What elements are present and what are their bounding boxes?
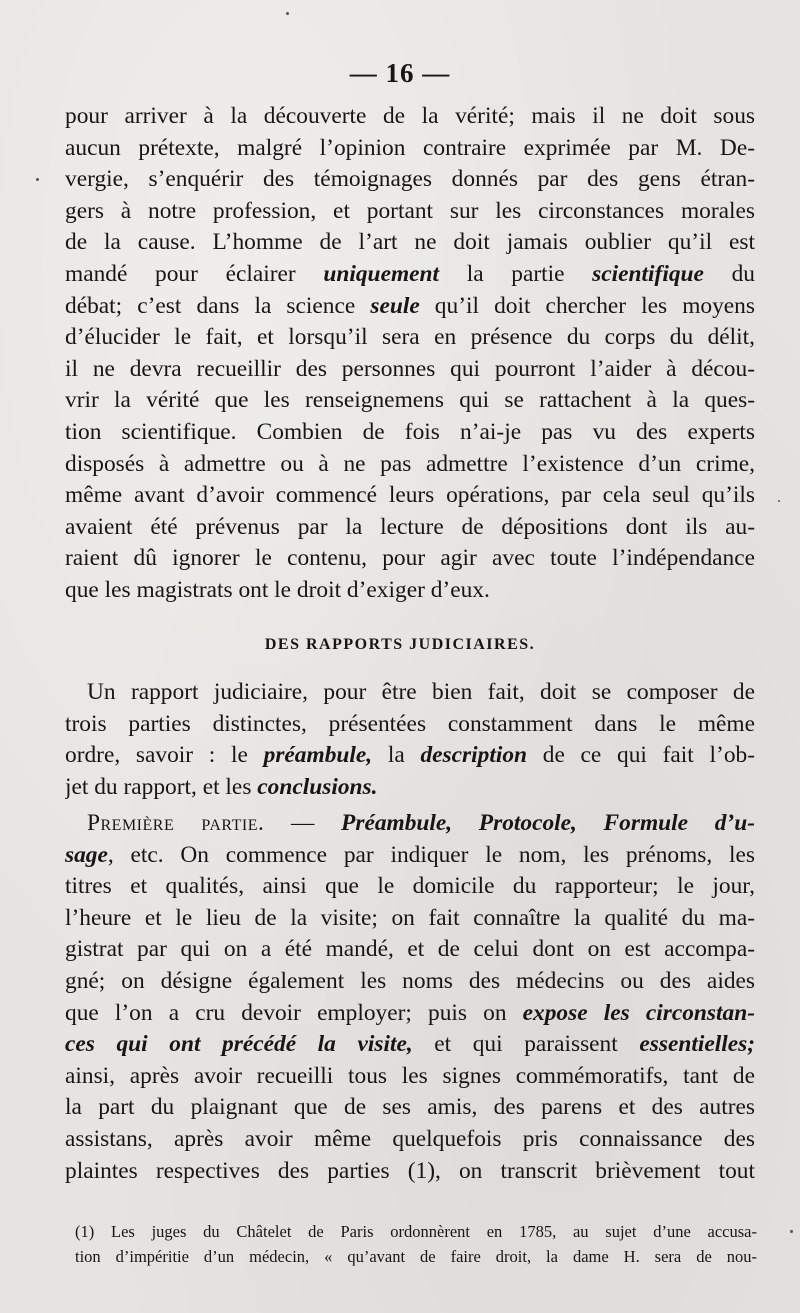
text-line: que les magistrats ont le droit d’exiger d’eux. xyxy=(65,576,490,603)
emphasis: conclusions. xyxy=(257,773,378,800)
part-label: Première partie. xyxy=(87,810,265,836)
emphasis: seule xyxy=(370,292,420,319)
footnote xyxy=(75,1219,757,1269)
text-line: ces qui ont précédé la visite, et qui paraissent essentielles; xyxy=(65,1031,755,1058)
emphasis: Préambule, Protocole, Formule d’u- xyxy=(341,810,755,836)
text-line: Un rapport judiciaire, pour être bien fait, doit se composer de xyxy=(87,679,755,705)
text-line: même avant d’avoir commencé leurs opérations, par cela seul qu’ils xyxy=(65,482,755,509)
text-line: titres et qualités, ainsi que le domicile du rapporteur; le jour, xyxy=(65,873,755,900)
paper-speck xyxy=(790,1230,793,1233)
text-line: aucun prétexte, malgré l’opinion contraire exprimée par M. De- xyxy=(65,134,755,161)
text-line: sage, etc. On commence par indiquer le nom, les prénoms, les xyxy=(65,841,755,868)
emphasis: sage xyxy=(65,841,108,868)
text-line: tion scientifique. Combien de fois n’ai-je pas vu des experts xyxy=(65,418,755,445)
emphasis: description xyxy=(420,742,528,769)
paper-speck xyxy=(36,178,39,181)
emphasis: expose les circonstan- xyxy=(522,999,755,1026)
section-heading: DES RAPPORTS JUDICIAIRES. xyxy=(264,636,536,653)
paragraph-1 xyxy=(65,101,755,607)
text-line: ainsi, après avoir recueilli tous les signes commémoratifs, tant de xyxy=(65,1062,755,1089)
text-line: mandé pour éclairer uniquement la partie scientifique du xyxy=(65,260,755,287)
text-line: il ne devra recueillir des personnes qui pourront l’aider à décou- xyxy=(65,355,755,382)
text-line: d’élucider le fait, et lorsqu’il sera en présence du corps du délit, xyxy=(65,324,755,351)
text-line: gistrat par qui on a été mandé, et de celui dont on est accompa- xyxy=(65,936,755,963)
paper-speck xyxy=(286,12,289,15)
emphasis: préambule, xyxy=(263,742,373,769)
paragraph-2 xyxy=(65,677,755,803)
footnote-line: (1) Les juges du Châtelet de Paris ordonnèrent en 1785, au sujet d’une accusa- xyxy=(75,1222,757,1241)
text-line: jet du rapport, et les conclusions. xyxy=(65,773,378,800)
text-line: raient dû ignorer le contenu, pour agir avec toute l’indépendance xyxy=(65,545,755,572)
text-line: de la cause. L’homme de l’art ne doit jamais oublier qu’il est xyxy=(65,229,755,256)
text-line: plaintes respectives des parties (1), on transcrit brièvement tout xyxy=(65,1157,755,1184)
text-line: l’heure et le lieu de la visite; on fait connaître la qualité du ma- xyxy=(65,904,755,931)
text-line: débat; c’est dans la science seule qu’il doit chercher les moyens xyxy=(65,292,755,319)
text-line: disposés à admettre ou à ne pas admettre l’existence d’un crime, xyxy=(65,450,755,477)
emphasis: essentielles; xyxy=(639,1031,755,1058)
paper-speck xyxy=(778,500,780,502)
paragraph-3 xyxy=(65,808,755,1187)
text-line: assistans, après avoir même quelquefois pris connaissance des xyxy=(65,1125,755,1152)
emphasis: scientifique xyxy=(592,260,704,287)
emphasis: uniquement xyxy=(323,260,440,287)
text-line: vrir la vérité que les renseignemens qui se rattachent à la ques- xyxy=(65,387,755,414)
text-line: la part du plaignant que de ses amis, des parens et des autres xyxy=(65,1094,755,1121)
text-line: Première partie. — Préambule, Protocole, Formule d’u- xyxy=(87,810,755,836)
text-line: trois parties distinctes, présentées constamment dans le même xyxy=(65,710,755,737)
text-line: pour arriver à la découverte de la vérité; mais il ne doit sous xyxy=(65,103,755,129)
text-line: gers à notre profession, et portant sur les circonstances morales xyxy=(65,197,755,224)
text-line: vergie, s’enquérir des témoignages donnés par des gens étran- xyxy=(65,166,755,193)
text-line: que l’on a cru devoir employer; puis on expose les circonstan- xyxy=(65,999,755,1026)
text-line: gné; on désigne également les noms des médecins ou des aides xyxy=(65,967,755,994)
page-number: — 16 — xyxy=(349,58,451,88)
text-line: avaient été prévenus par la lecture de dépositions dont ils au- xyxy=(65,513,755,540)
emphasis: ces qui ont précédé la visite, xyxy=(65,1031,413,1058)
footnote-line: tion d’impéritie d’un médecin, « qu’avant de faire droit, la dame H. sera de nou- xyxy=(75,1247,757,1266)
text-line: ordre, savoir : le préambule, la description de ce qui fait l’ob- xyxy=(65,742,755,769)
